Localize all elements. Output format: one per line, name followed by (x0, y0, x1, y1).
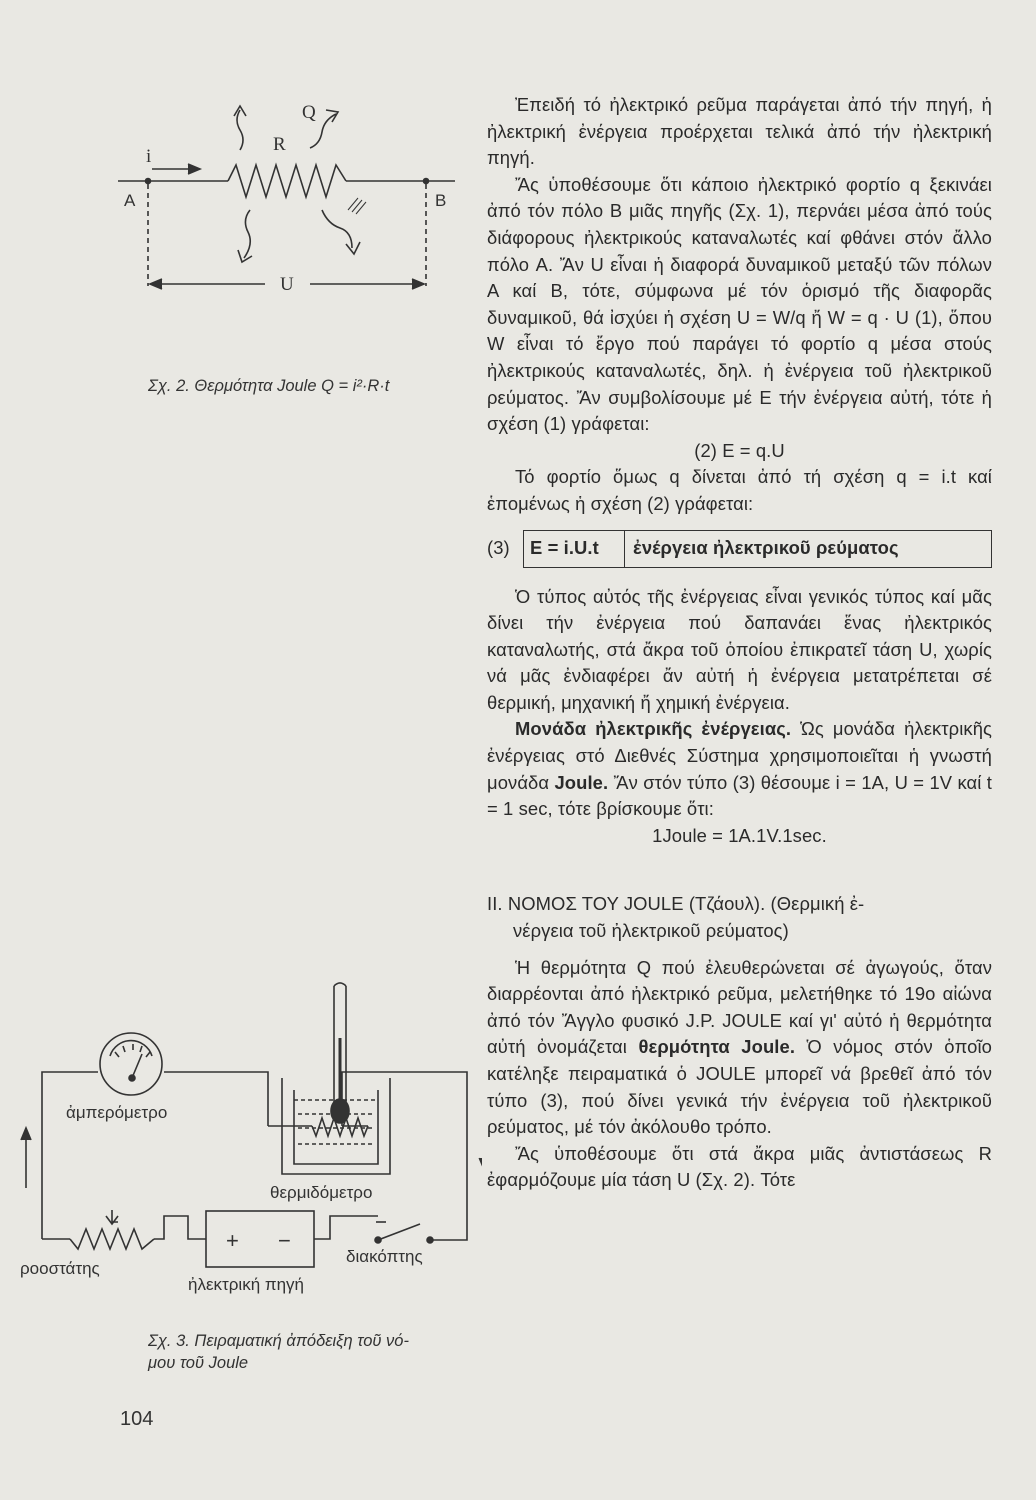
circuit-wire-top-right (342, 1072, 467, 1240)
node-b-label: B (435, 191, 447, 210)
heat-arrow-4 (322, 210, 352, 248)
circuit-wire-rheostat-source (154, 1216, 206, 1239)
paragraph-6-part-a: Ἡ θερμότητα Q πού ἐλευθερώνεται σέ ἀγωγούς, ὅταν διαρρέονται ἀπό ἠλεκτρικό ρεῦμα, μελετήθηκε τό 19ο αἰώνα ἀπό τόν Ἄγγλο φυσικό J.P. JOULE καί γι' αὐτό ἡ θερμότητα αὐτή ὀνομάζεται (487, 956, 992, 1058)
paragraph-3: Τό φορτίο ὅμως q δίνεται ἀπό τή σχέση q = i.t καί ἑπομένως ἡ σχέση (2) γράφεται: (487, 466, 992, 514)
figure-3-caption-line1: Σχ. 3. Πειραματική ἀπόδειξη τοῦ νό- (148, 1332, 409, 1350)
equation-2: (2) E = q.U (694, 439, 785, 461)
circuit-wire-top-mid (164, 1072, 268, 1126)
equation-3-formula: E = i.U.t (524, 531, 625, 567)
page-number: 104 (120, 1408, 154, 1430)
equation-3-frame (523, 530, 992, 568)
paragraph-5 (487, 716, 992, 822)
circuit-wire-top-left (42, 1072, 98, 1239)
current-arrowhead (188, 164, 200, 174)
paragraph-6-part-b: Ὁ νόμος στόν ὁποῖο κατέληξε πειραματικά ὁ JOULE μπορεῖ νά βρεθεῖ ἀπό τόν τύπο (3), πού δίνει γενικά τήν ἐνέργεια τοῦ ἠλεκτρικοῦ ρεύματος, μέ τόν ἀκόλουθο τρόπο. (487, 1036, 992, 1138)
section-heading-line1: II. ΝΟΜΟΣ ΤΟΥ JOULE (Τζάουλ). (Θερμική ἐ- (487, 893, 865, 915)
circuit-wire-source-switch (314, 1216, 378, 1239)
switch-lever (378, 1224, 420, 1240)
voltage-label: U (280, 274, 294, 295)
paragraph-5-part-a: Ὡς μονάδα ἠλεκτρικῆς ἐνέργειας στό Διεθνές Σύστημα χρησιμοποιεῖται ἡ γνωστή μονάδα (487, 718, 992, 793)
energy-unit-heading: Μονάδα ἠλεκτρικῆς ἐνέργειας. (515, 718, 792, 740)
equation-3-number: (3) (487, 537, 510, 559)
node-a-dot (146, 179, 151, 184)
main-text-column (487, 92, 992, 1194)
joule-heat-term: θερμότητα Joule. (638, 1036, 796, 1058)
electric-source-box (206, 1211, 314, 1267)
resistor-zigzag (228, 165, 346, 197)
paragraph-6 (487, 955, 992, 1141)
figure-3-caption-line2: μου τοῦ Joule (148, 1354, 249, 1372)
heat-arrow-1 (237, 110, 243, 150)
source-label: ἠλεκτρική πηγή (188, 1275, 305, 1294)
figure-2-caption: Σχ. 2. Θερμότητα Joule Q = i²·R·t (148, 377, 390, 395)
equation-3-box (487, 530, 992, 568)
section-heading-joule-law (487, 891, 992, 944)
ammeter-circle (100, 1033, 162, 1095)
calorimeter-label: θερμιδόμετρο (270, 1183, 373, 1202)
rheostat-label: ροοστάτης (20, 1259, 100, 1278)
resistor-label: R (273, 134, 286, 155)
figure-3-joule-experiment (12, 978, 482, 1298)
ammeter-label: ἀμπερόμετρο (66, 1103, 168, 1122)
ammeter-needle (132, 1054, 142, 1078)
rheostat-zigzag (70, 1229, 154, 1249)
figure-3-caption (148, 1330, 409, 1374)
node-a-label: A (124, 191, 136, 210)
source-plus-label: + (226, 1228, 239, 1253)
current-label: i (146, 146, 152, 167)
joule-term: Joule. (554, 771, 609, 793)
figure-2-resistor-diagram (110, 88, 470, 313)
paragraph-5-part-b: Ἄν στόν τύπο (3) θέσουμε i = 1A, U = 1V καί t = 1 sec, τότε βρίσκουμε ὅτι: (487, 771, 992, 820)
node-b-dot (424, 179, 429, 184)
equation-3-description: ἐνέργεια ἠλεκτρικοῦ ρεύματος (633, 537, 899, 559)
paragraph-4: Ὁ τύπος αὐτός τῆς ἐνέργειας εἶναι γενικός τύπος καί μᾶς δίνει τήν ἐνέργεια πού δαπανάει ἕνας ἠλεκτρικός καταναλωτής, στά ἄκρα τοῦ ὁποίου ἐπικρατεῖ τάση U, χωρίς νά μᾶς ἐνδιαφέρει ἄν αὐτή ἡ ἐνέργεια μετατρέπεται σέ θερμική, μηχανική ἤ χημική ἐνέργεια. (487, 585, 992, 713)
switch-label: διακόπτης (346, 1247, 423, 1266)
heat-label: Q (302, 102, 316, 123)
paragraph-2: Ἄς ὑποθέσουμε ὅτι κάποιο ἠλεκτρικό φορτίο q ξεκινάει ἀπό τόν πόλο B μιᾶς πηγῆς (Σχ. 1), περνάει μέσα ἀπό τούς διάφορους ἠλεκτρικούς καταναλωτές καί φθάνει στόν ἄλλο πόλο A. Ἄν U εἶναι ἡ διαφορά δυναμικοῦ μεταξύ τῶν πόλων A καί B, τότε, σύμφωνα μέ τόν ὁρισμό τῆς διαφορᾶς δυναμικοῦ, θά ἰσχύει ἡ σχέση U = W/q ἤ W = q · U (1), ὅπου W εἶναι τό ἔργο πού παράγει τό φορτίο q μέσα στούς ἠλεκτρικούς καταναλωτές, δηλ. ἡ ἐνέργεια τοῦ ἠλεκτρικοῦ ρεύματος. Ἄν συμβολίσουμε μέ E τήν ἐνέργεια αὐτή, τότε ἡ σχέση (1) γράφεται: (487, 173, 992, 435)
paragraph-1: Ἐπειδή τό ἠλεκτρικό ρεῦμα παράγεται ἀπό τήν πηγή, ἡ ἠλεκτρική ἐνέργεια προέρχεται τελικά ἀπό τήν ἠλεκτρική πηγή. (487, 94, 992, 169)
source-minus-label: − (278, 1228, 291, 1253)
heat-arrow-3 (244, 210, 250, 258)
paragraph-7: Ἄς ὑποθέσουμε ὅτι στά ἄκρα μιᾶς ἀντιστάσεως R ἐφαρμόζουμε μία τάση U (Σχ. 2). Τότε (487, 1142, 992, 1191)
section-heading-line2: νέργεια τοῦ ἠλεκτρικοῦ ρεύματος) (513, 920, 789, 942)
equation-joule-unit: 1Joule = 1A.1V.1sec. (652, 824, 827, 846)
